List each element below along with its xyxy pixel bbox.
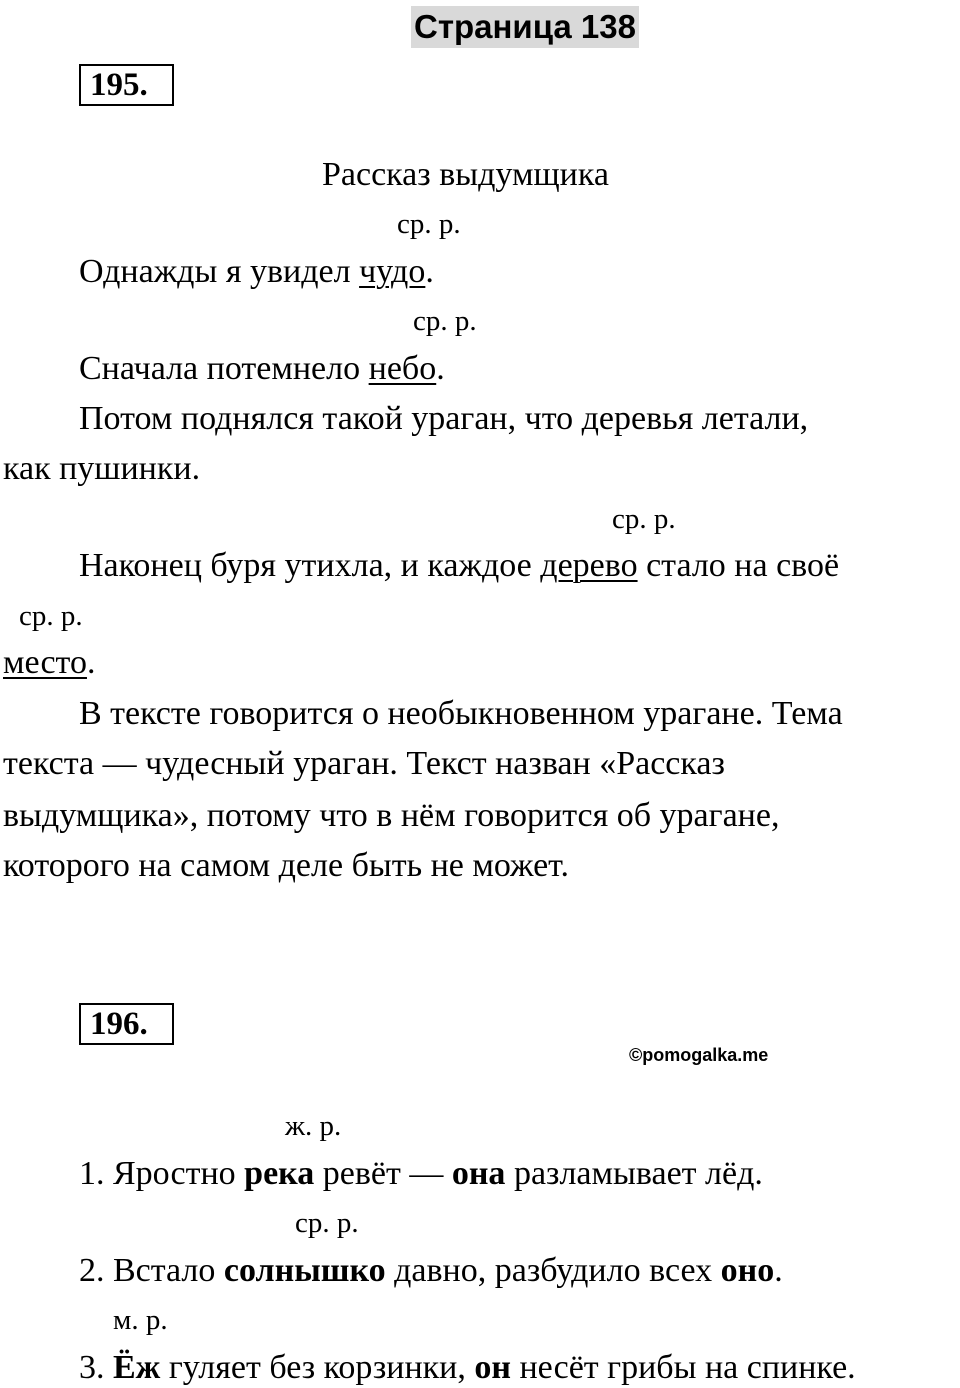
bold-pronoun: он — [474, 1349, 511, 1386]
paragraph-line: которого на самом деле быть не может. — [3, 847, 569, 884]
sentence-line — [3, 646, 95, 680]
sentence-line — [79, 255, 434, 289]
text-segment: Сначала потемнело — [79, 350, 369, 387]
text-segment: 2. Встало — [79, 1252, 224, 1289]
underlined-noun: небо — [368, 350, 437, 387]
text-segment: разламывает лёд. — [505, 1155, 763, 1192]
paragraph-line: выдумщика», потому что в нём говорится об урагане, — [3, 797, 780, 834]
text-segment: 3. — [79, 1349, 113, 1386]
gender-note: ср. р. — [413, 305, 477, 337]
text-segment: несёт грибы на спинке. — [510, 1349, 856, 1386]
text-segment: гуляет без корзинки, — [160, 1349, 475, 1386]
underlined-noun: дерево — [540, 547, 638, 584]
task-number-195: 195. — [79, 64, 174, 106]
paragraph-line: В тексте говорится о необыкновенном урагане. Тема — [79, 695, 843, 732]
task-number-196: 196. — [79, 1003, 174, 1045]
sentence-line — [79, 352, 445, 386]
sentence-line: Потом поднялся такой ураган, что деревья летали, — [79, 400, 809, 437]
sentence-item — [79, 1351, 856, 1385]
text-segment: 1. Яростно — [79, 1155, 245, 1192]
text-segment: Однажды я увидел — [79, 253, 360, 290]
watermark: ©pomogalka.me — [629, 1045, 769, 1065]
task-number-text: 196 — [90, 1006, 140, 1042]
sentence-item — [79, 1254, 783, 1288]
text-segment: . — [86, 644, 96, 681]
page-title: Страница 138 — [411, 6, 639, 48]
gender-note: ср. р. — [397, 208, 461, 240]
bold-pronoun: оно — [720, 1252, 775, 1289]
gender-note: ср. р. — [612, 503, 676, 535]
sentence-item — [79, 1157, 763, 1191]
paragraph-line: текста — чудесный ураган. Текст назван «Рассказ — [3, 745, 725, 782]
bold-noun: Ёж — [113, 1349, 161, 1386]
text-segment: ревёт — — [314, 1155, 452, 1192]
text-segment: . — [425, 253, 434, 290]
gender-note: ср. р. — [19, 600, 83, 632]
sentence-line: как пушинки. — [3, 450, 201, 487]
bold-pronoun: она — [451, 1155, 506, 1192]
text-segment: . — [774, 1252, 783, 1289]
gender-note: м. р. — [113, 1304, 168, 1336]
gender-note: ср. р. — [295, 1207, 359, 1239]
bold-noun: солнышко — [223, 1252, 386, 1289]
story-title: Рассказ выдумщика — [322, 156, 609, 193]
task-number-text: 195 — [90, 67, 140, 103]
underlined-noun: чудо — [359, 253, 426, 290]
text-segment: давно, разбудило всех — [385, 1252, 721, 1289]
bold-noun: река — [244, 1155, 315, 1192]
gender-note: ж. р. — [285, 1110, 342, 1142]
text-segment: Наконец буря утихла, и каждое — [79, 547, 541, 584]
text-segment: стало на своё — [637, 547, 840, 584]
sentence-line — [79, 549, 839, 583]
text-segment: . — [436, 350, 445, 387]
underlined-noun: место — [3, 644, 87, 681]
